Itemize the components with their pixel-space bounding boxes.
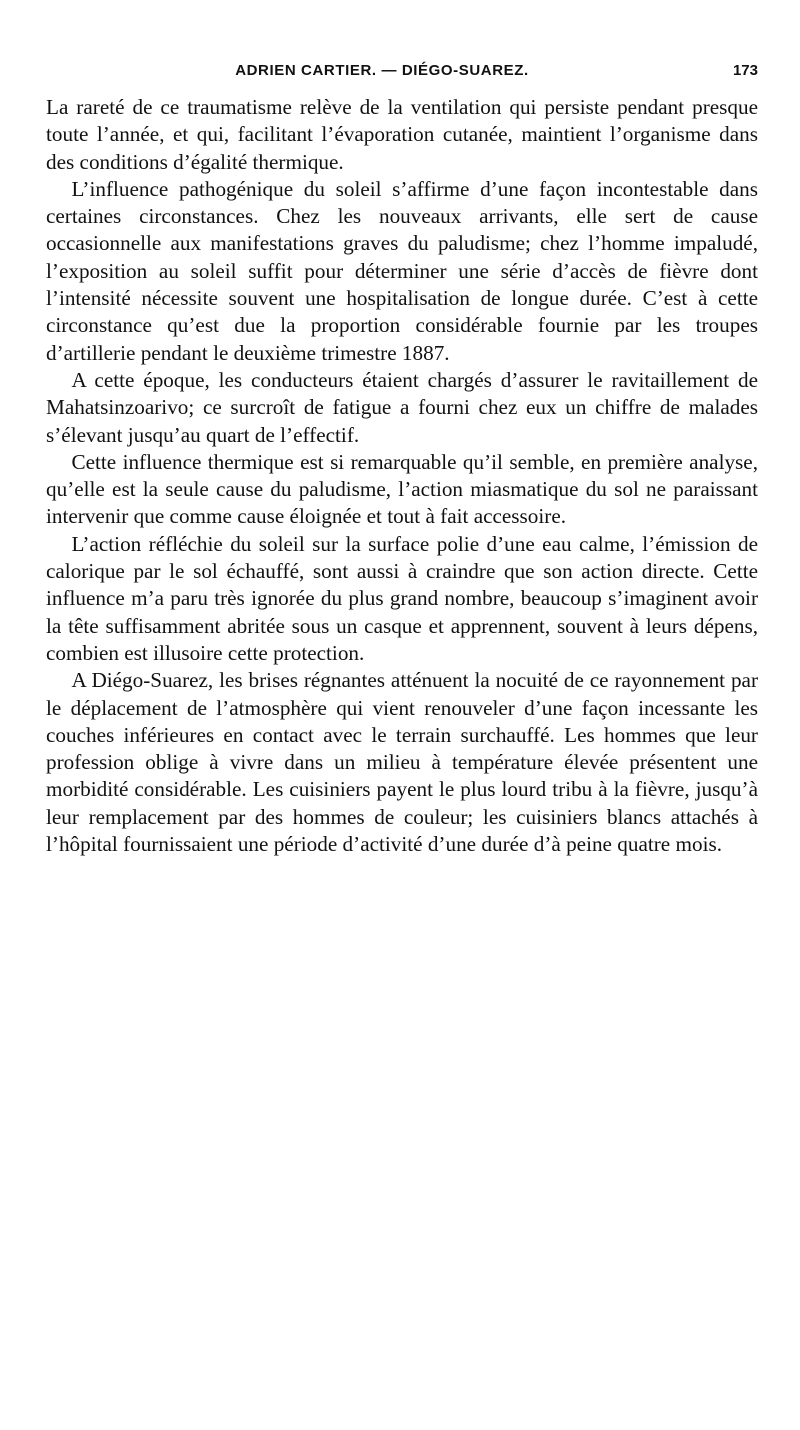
paragraph-1: La rareté de ce traumatisme relève de la ventilation qui persiste pendant presque toute l’année, et qui, facilitant l’évaporation cutanée, maintient l’organisme dans des conditions d’égalité thermique. [46, 95, 758, 174]
page-number: 173 [732, 62, 758, 79]
body-text [46, 94, 758, 858]
paragraph-5: L’action réfléchie du soleil sur la surface polie d’une eau calme, l’émission de calorique par le sol échauffé, sont aussi à craindre que son action directe. Cette influence m’a paru très ignorée du plus grand nombre, beaucoup s’imaginent avoir la tête suffisamment abritée sous un casque et apprennent, souvent à leurs dépens, combien est illusoire cette protection. [46, 531, 758, 665]
paragraph-2: L’influence pathogénique du soleil s’affirme d’une façon incontestable dans certaines circonstances. Chez les nouveaux arrivants, elle sert de cause occasionnelle aux manifestations graves du paludisme; chez l’homme impaludé, l’exposition au soleil suffit pour déterminer une série d’accès de fièvre dont l’intensité nécessite souvent une hospitalisation de longue durée. C’est à cette circonstance qu’est due la proportion considérable fournie par les troupes d’artillerie pendant le deuxième trimestre 1887. [46, 176, 758, 365]
paragraph-6: A Diégo-Suarez, les brises régnantes atténuent la nocuité de ce rayonnement par le déplacement de l’atmosphère qui vient renouveler d’une façon incessante les couches inférieures en contact avec le terrain surchauffé. Les hommes que leur profession oblige à vivre dans un milieu à température élevée présentent une morbidité considérable. Les cuisiniers payent le plus lourd tribu à la fièvre, jusqu’à leur remplacement par des hommes de couleur; les cuisiniers blancs attachés à l’hôpital fournissaient une période d’activité d’une durée d’à peine quatre mois. [46, 668, 758, 857]
running-head [46, 62, 758, 86]
paragraph-3: A cette époque, les conducteurs étaient chargés d’assurer le ravitaillement de Mahatsinzoarivo; ce surcroît de fatigue a fourni chez eux un chiffre de malades s’élevant jusqu’au quart de l’effectif. [46, 367, 758, 447]
paragraph-4: Cette influence thermique est si remarquable qu’il semble, en première analyse, qu’elle est la seule cause du paludisme, l’action miasmatique du sol ne paraissant intervenir que comme cause éloignée et tout à fait accessoire. [46, 449, 758, 529]
running-title: ADRIEN CARTIER. — DIÉGO-SUAREZ. [235, 62, 529, 79]
